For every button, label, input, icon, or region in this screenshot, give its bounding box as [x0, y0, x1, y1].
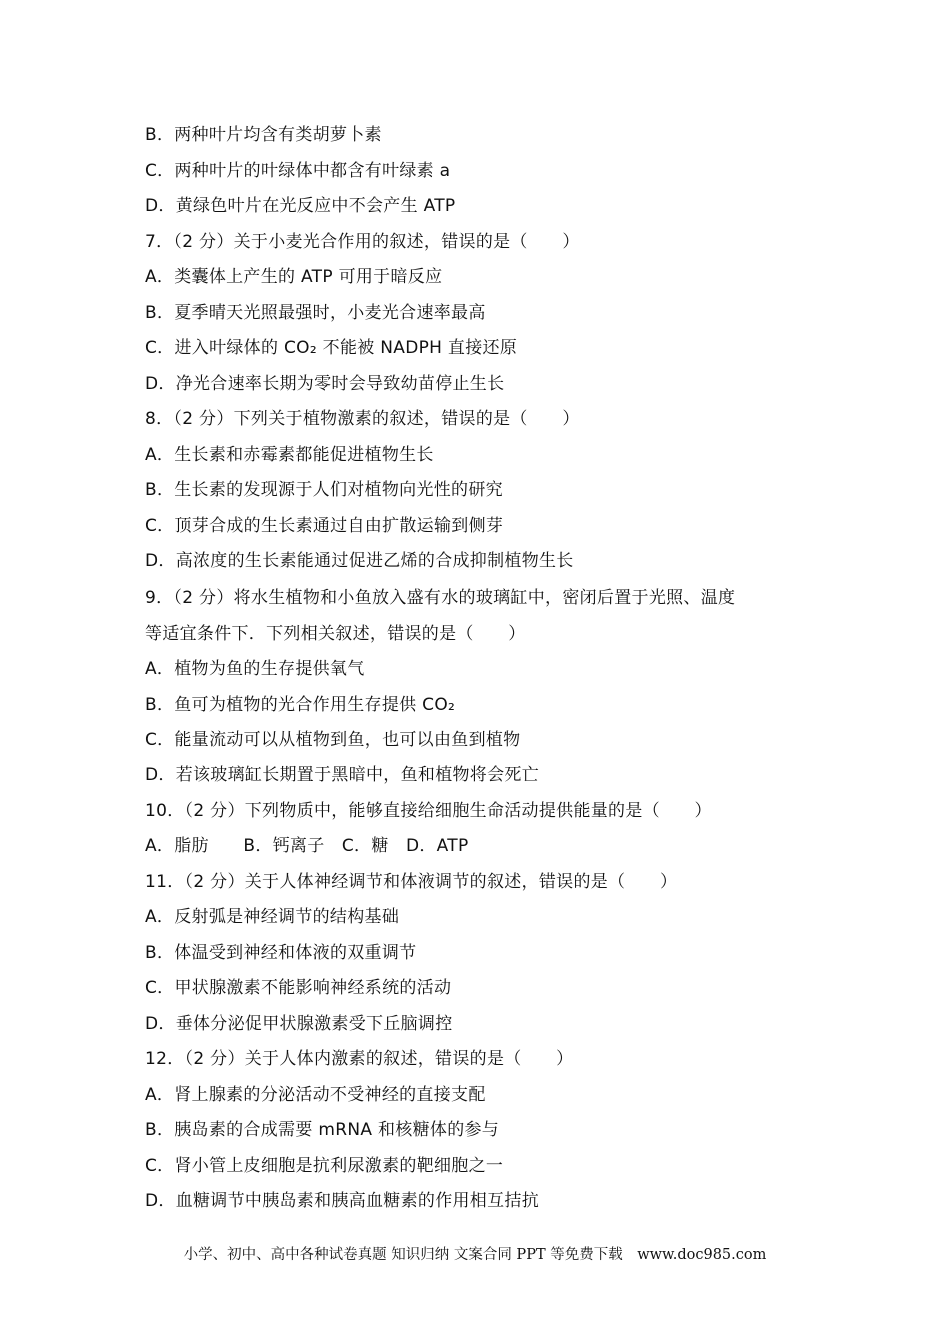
option-line: B．夏季晴天光照最强时，小麦光合速率最高 [145, 303, 486, 323]
option-line: A．反射弧是神经调节的结构基础 [145, 907, 400, 927]
page-footer: 小学、初中、高中各种试卷真题 知识归纳 文案合同 PPT 等免费下载 www.doc985.com [183, 1247, 767, 1263]
question-line-continued: 等适宜条件下．下列相关叙述，错误的是（ ） [145, 624, 526, 644]
question-line: 12．（2 分）关于人体内激素的叙述，错误的是（ ） [145, 1049, 574, 1069]
option-line: B．胰岛素的合成需要 mRNA 和核糖体的参与 [145, 1120, 500, 1140]
option-line: A．肾上腺素的分泌活动不受神经的直接支配 [145, 1085, 486, 1105]
option-line: D．血糖调节中胰岛素和胰高血糖素的作用相互拮抗 [145, 1191, 539, 1211]
option-line: D．若该玻璃缸长期置于黑暗中，鱼和植物将会死亡 [145, 765, 539, 785]
question-line: 8．（2 分）下列关于植物激素的叙述，错误的是（ ） [145, 409, 580, 429]
question-line: 9．（2 分）将水生植物和小鱼放入盛有水的玻璃缸中，密闭后置于光照、温度 [145, 588, 736, 608]
question-line: 10．（2 分）下列物质中，能够直接给细胞生命活动提供能量的是（ ） [145, 801, 712, 821]
question-line: 11．（2 分）关于人体神经调节和体液调节的叙述，错误的是（ ） [145, 872, 678, 892]
option-line: B．体温受到神经和体液的双重调节 [145, 943, 417, 963]
option-line: B．生长素的发现源于人们对植物向光性的研究 [145, 480, 503, 500]
option-line: A．生长素和赤霉素都能促进植物生长 [145, 445, 434, 465]
option-line: C．肾小管上皮细胞是抗利尿激素的靶细胞之一 [145, 1156, 504, 1176]
option-line: D．高浓度的生长素能通过促进乙烯的合成抑制植物生长 [145, 551, 574, 571]
option-line: A．脂肪 B．钙离子 C．糖 D．ATP [145, 836, 469, 856]
option-line: D．黄绿色叶片在光反应中不会产生 ATP [145, 196, 456, 216]
option-line: D．净光合速率长期为零时会导致幼苗停止生长 [145, 374, 505, 394]
option-line: A．类囊体上产生的 ATP 可用于暗反应 [145, 267, 443, 287]
option-line: C．两种叶片的叶绿体中都含有叶绿素 a [145, 161, 451, 181]
option-line: C．顶芽合成的生长素通过自由扩散运输到侧芽 [145, 516, 504, 536]
option-line: C．甲状腺激素不能影响神经系统的活动 [145, 978, 452, 998]
option-line: C．进入叶绿体的 CO₂ 不能被 NADPH 直接还原 [145, 338, 518, 358]
option-line: B．两种叶片均含有类胡萝卜素 [145, 125, 382, 145]
option-line: C．能量流动可以从植物到鱼，也可以由鱼到植物 [145, 730, 521, 750]
question-line: 7．（2 分）关于小麦光合作用的叙述，错误的是（ ） [145, 232, 580, 252]
option-line: A．植物为鱼的生存提供氧气 [145, 659, 365, 679]
option-line: B．鱼可为植物的光合作用生存提供 CO₂ [145, 695, 456, 715]
option-line: D．垂体分泌促甲状腺激素受下丘脑调控 [145, 1014, 453, 1034]
